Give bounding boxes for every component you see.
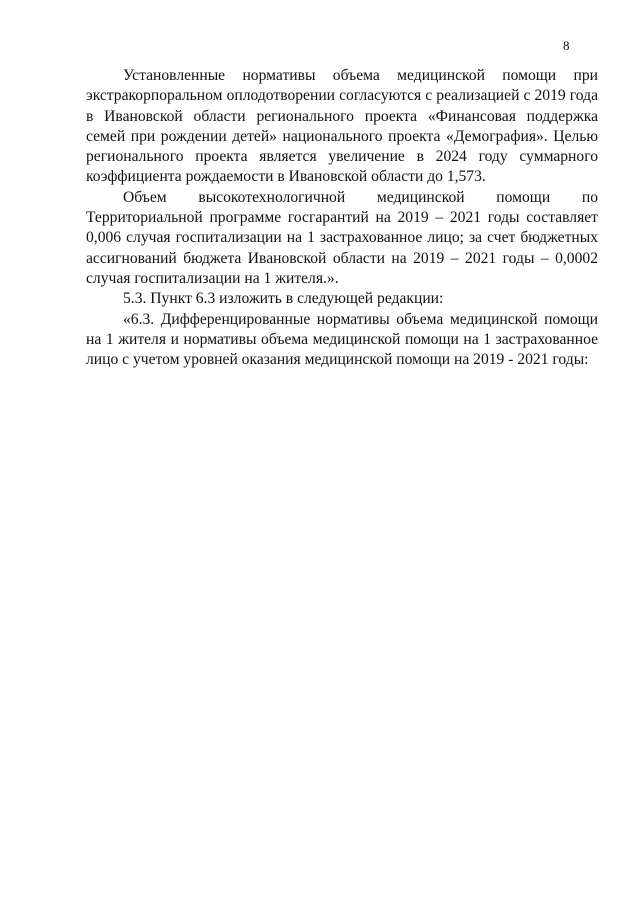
paragraph-high-tech-care: Объем высокотехнологичной медицинской помощи по Территориальной программе госгарантий на 2019 – 2021 годы составляет 0,006 случая госпитализации на 1 застрахованное лицо; за счет бюджетных ассигнований бюджета Ивановской области на 2019 – 2021 годы – 0,0002 случая госпитализации на 1 жителя.». [86, 188, 598, 287]
document-body [86, 66, 598, 370]
page-number: 8 [563, 38, 570, 53]
paragraph-clause-6-3: «6.3. Дифференцированные нормативы объема медицинской помощи на 1 жителя и нормативы объема медицинской помощи на 1 застрахованное лицо с учетом уровней оказания медицинской помощи на 2019 - 2021 годы: [86, 310, 598, 369]
paragraph-ivf-norms: Установленные нормативы объема медицинской помощи при экстракорпоральном оплодотворении согласуются с реализацией с 2019 года в Ивановской области регионального проекта «Финансовая поддержка семей при рождении детей» национального проекта «Демография». Целью регионального проекта является увеличение в 2024 году суммарного коэффициента рождаемости в Ивановской области до 1,573. [86, 67, 598, 186]
paragraph-clause-5-3: 5.3. Пункт 6.3 изложить в следующей редакции: [123, 290, 444, 308]
